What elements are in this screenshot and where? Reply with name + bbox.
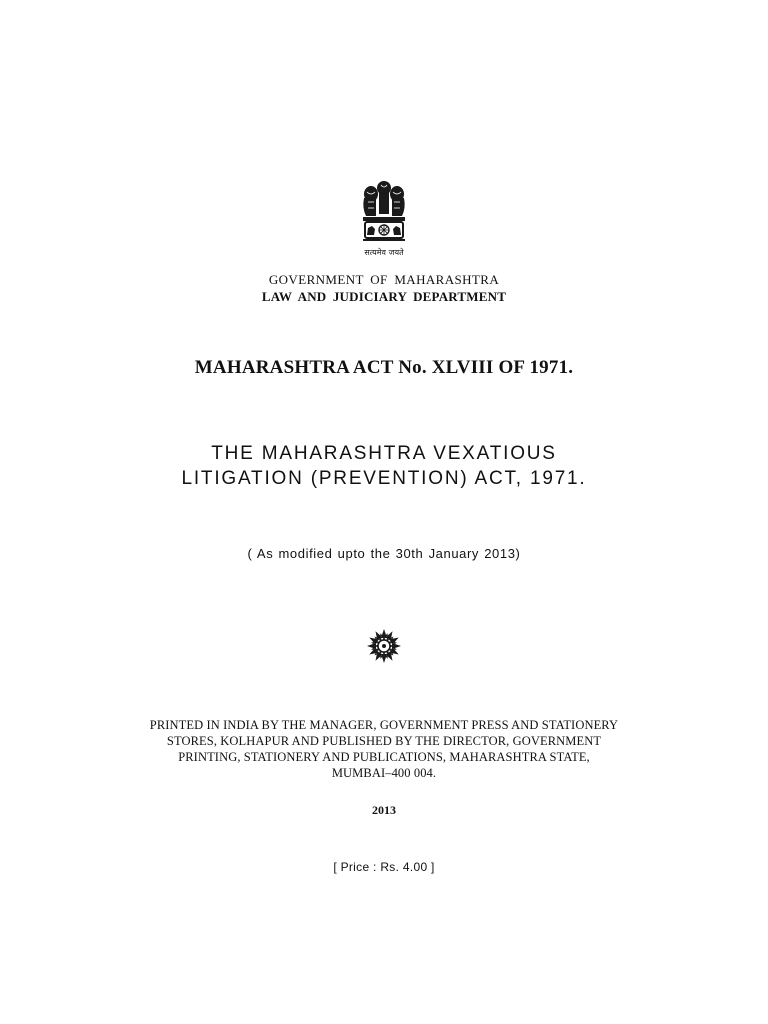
printer-line: STORES, KOLHAPUR AND PUBLISHED BY THE DIRECTOR, GOVERNMENT [166,734,602,748]
act-title-line-2: LITIGATION (PREVENTION) ACT, 1971. [181,468,587,489]
publication-year: 2013 [372,803,396,817]
printer-line: PRINTING, STATIONERY AND PUBLICATIONS, MAHARASHTRA STATE, [178,750,590,764]
act-title-line-1: THE MAHARASHTRA VEXATIOUS [211,443,557,464]
star-ornament-icon [366,628,402,664]
modification-note: ( As modified upto the 30th January 2013) [247,546,521,561]
government-heading: GOVERNMENT OF MAHARASHTRA [268,272,500,287]
state-emblem-icon [354,178,414,262]
department-heading: LAW AND JUDICIARY DEPARTMENT [261,289,507,304]
price-label: [ Price : Rs. 4.00 ] [333,860,435,874]
emblem-motto: सत्यमेव जयते [364,248,404,257]
printer-imprint [0,717,768,781]
printer-line: MUMBAI–400 004. [331,766,437,780]
act-number: MAHARASHTRA ACT No. XLVIII OF 1971. [194,357,574,378]
printer-line: PRINTED IN INDIA BY THE MANAGER, GOVERNMENT PRESS AND STATIONERY [149,718,619,732]
